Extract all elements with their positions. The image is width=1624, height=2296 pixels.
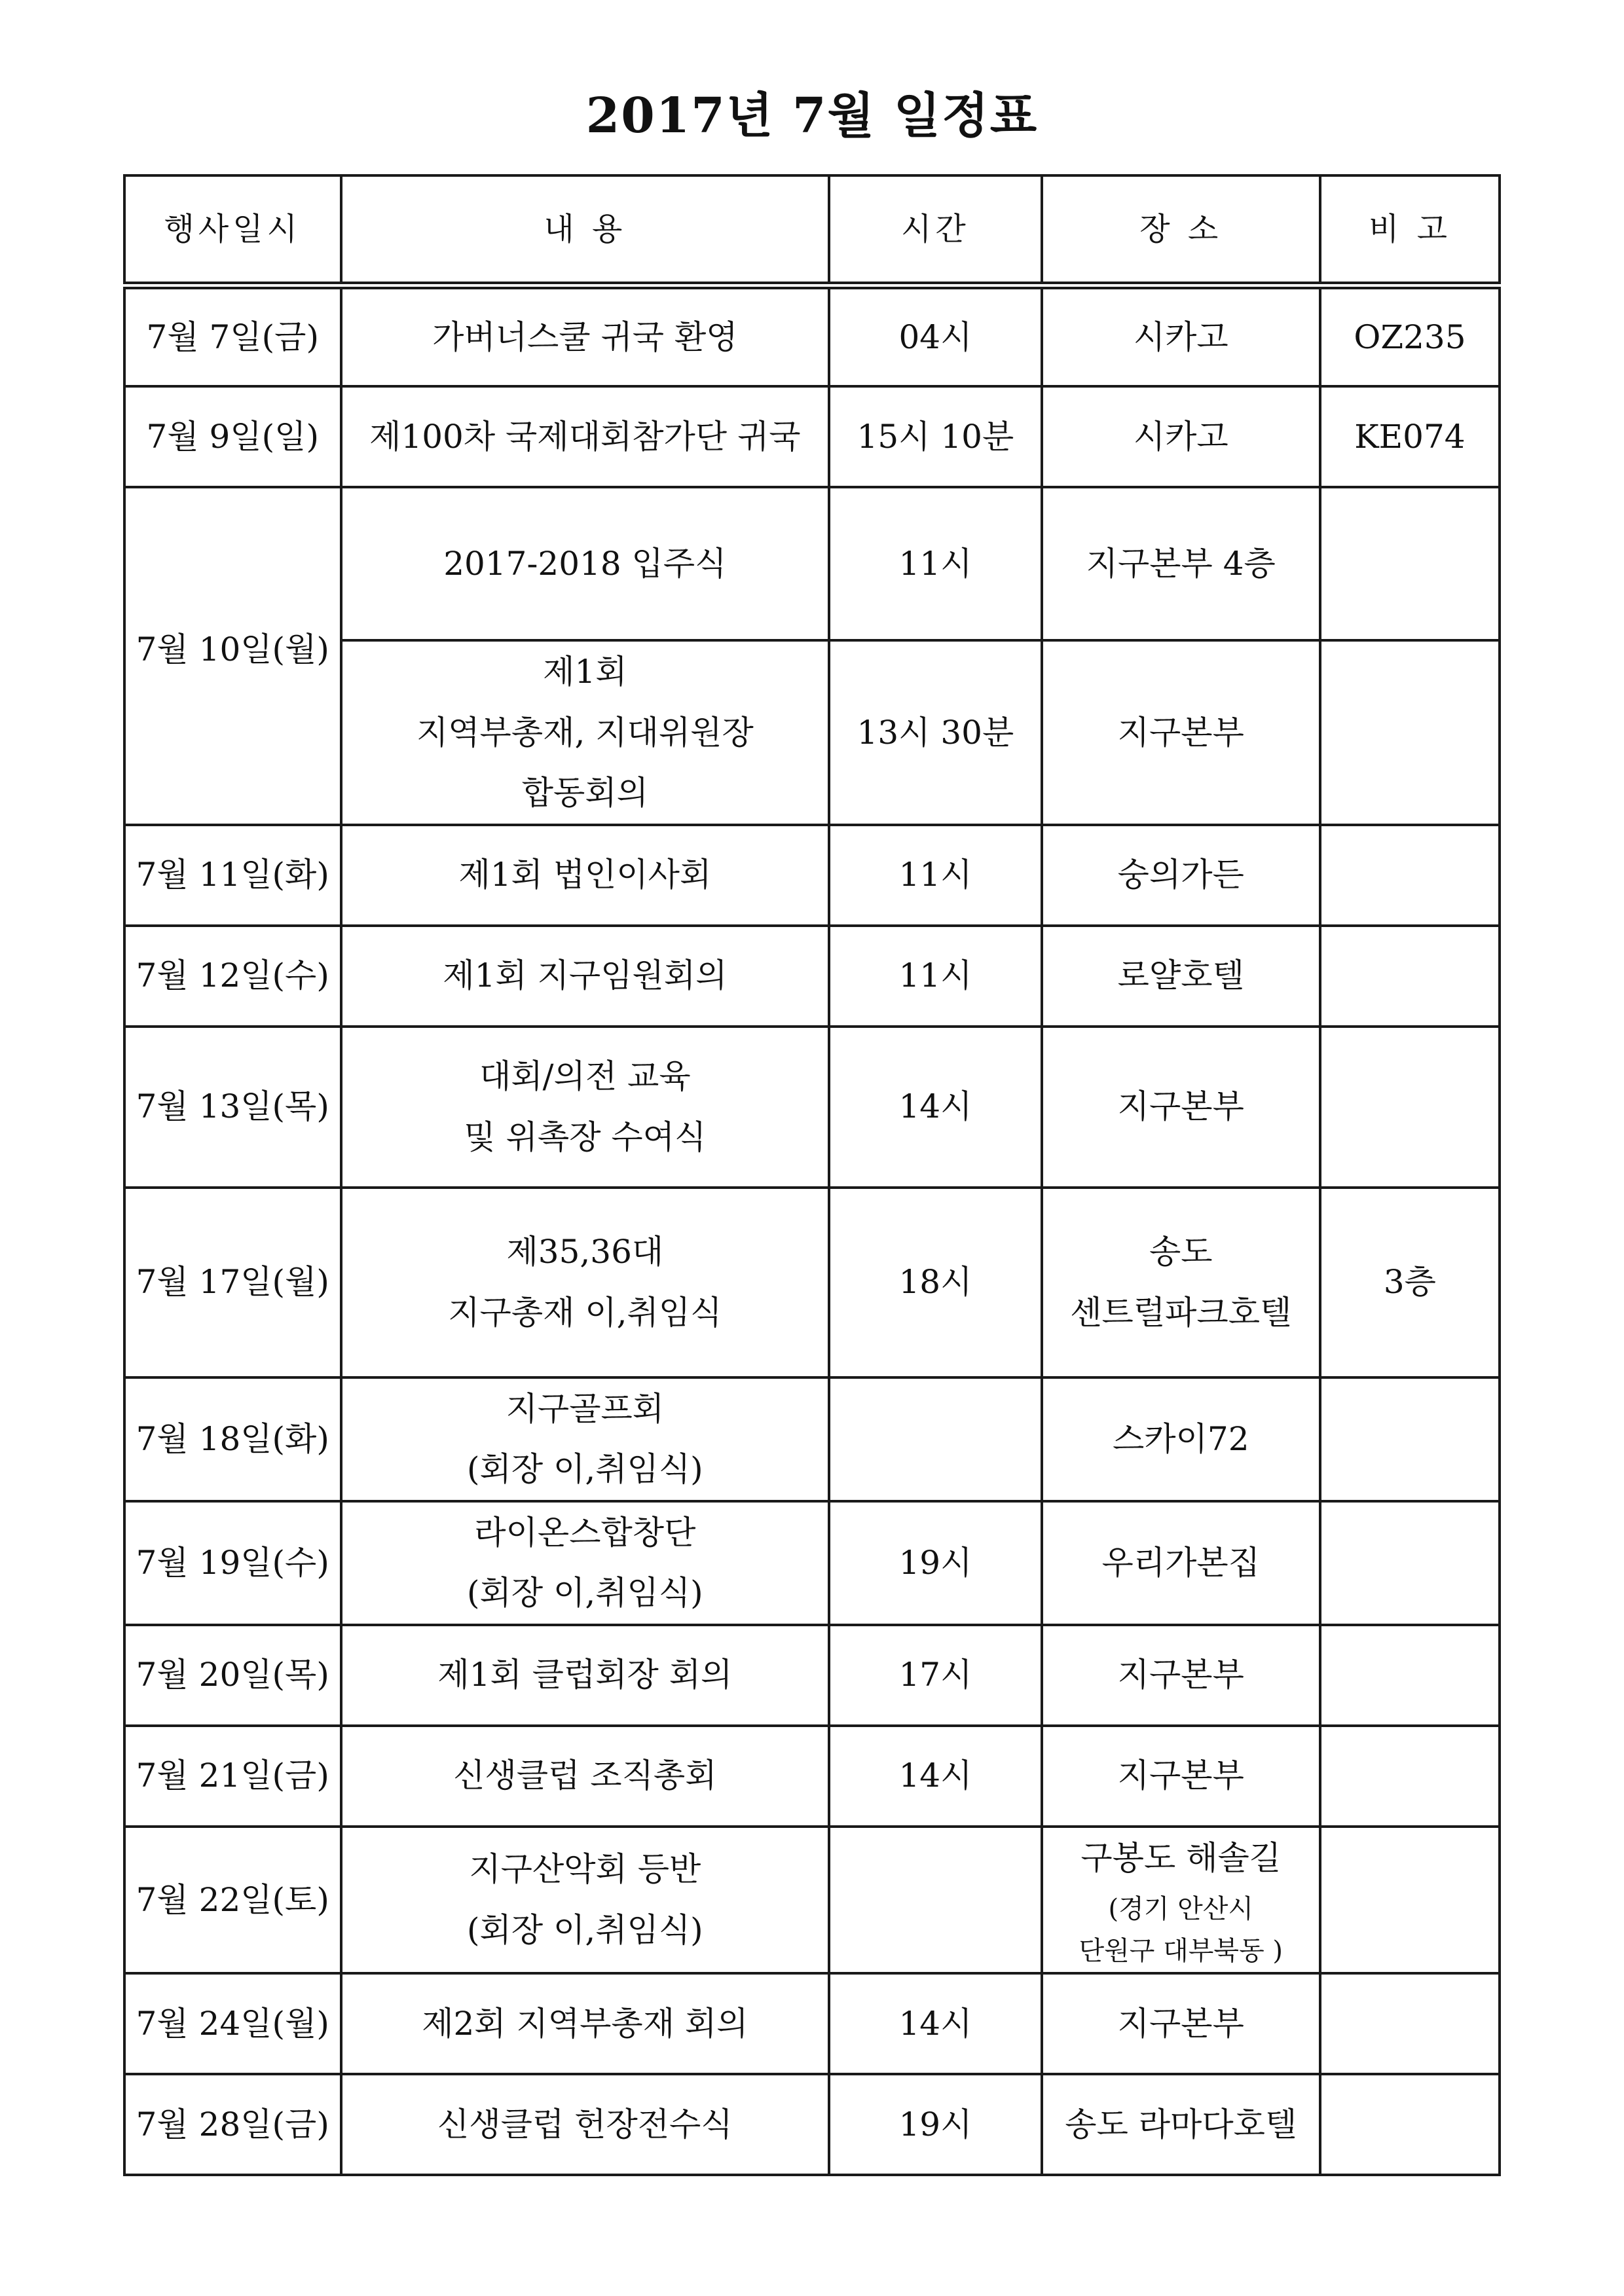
content-cell — [341, 640, 830, 825]
time-cell: 19시 — [829, 1501, 1041, 1625]
date-cell: 7월 18일(화) — [124, 1377, 341, 1501]
content-line: 제35,36대 — [506, 1233, 664, 1271]
place-cell — [1042, 926, 1320, 1027]
time-cell: 18시 — [829, 1188, 1041, 1377]
table-row — [124, 1827, 1500, 1974]
content-line: 제1회 법인이사회 — [458, 856, 712, 894]
table-row — [124, 1377, 1500, 1501]
time-cell: 11시 — [829, 825, 1041, 926]
place-line: 지구본부 — [1117, 1656, 1244, 1694]
place-line: 숭의가든 — [1117, 856, 1244, 894]
content-cell — [341, 1377, 830, 1501]
date-cell: 7월 17일(월) — [124, 1188, 341, 1377]
content-line: 제2회 지역부총재 회의 — [422, 2004, 748, 2043]
place-line: (경기 안산시 — [1108, 1894, 1254, 1924]
place-cell — [1042, 1973, 1320, 2074]
content-cell — [341, 1188, 830, 1377]
place-line: 지구본부 — [1117, 1087, 1244, 1126]
time-cell: 11시 — [829, 487, 1041, 640]
note-cell — [1320, 487, 1500, 640]
place-line: 스카이72 — [1113, 1419, 1249, 1458]
note-cell — [1320, 1377, 1500, 1501]
time-cell — [829, 1377, 1041, 1501]
content-line: 제1회 지구임원회의 — [443, 957, 728, 995]
content-line: 제1회 클럽회장 회의 — [437, 1656, 733, 1694]
content-line: 지역부총재, 지대위원장 — [416, 713, 754, 752]
table-row — [124, 1726, 1500, 1827]
table-row — [124, 2074, 1500, 2175]
content-cell — [341, 386, 830, 487]
place-cell — [1042, 1501, 1320, 1625]
table-row — [124, 1625, 1500, 1726]
place-line: 시카고 — [1133, 318, 1228, 356]
time-cell: 14시 — [829, 1726, 1041, 1827]
content-cell — [341, 1027, 830, 1188]
table-row — [124, 1973, 1500, 2074]
content-line: 신생클럽 헌장전수식 — [437, 2105, 733, 2143]
time-cell: 14시 — [829, 1973, 1041, 2074]
header-date: 행사일시 — [124, 175, 341, 285]
note-cell — [1320, 640, 1500, 825]
content-line: 신생클럽 조직총회 — [453, 1757, 717, 1795]
date-cell: 7월 9일(일) — [124, 386, 341, 487]
content-line: 지구산악회 등반 — [469, 1850, 701, 1889]
note-cell — [1320, 1027, 1500, 1188]
content-line: (회장 이,취임식) — [467, 1910, 703, 1949]
content-cell — [341, 1625, 830, 1726]
note-cell — [1320, 825, 1500, 926]
content-line: 제100차 국제대회참가단 귀국 — [369, 417, 801, 456]
place-cell — [1042, 1625, 1320, 1726]
time-cell: 15시 10분 — [829, 386, 1041, 487]
time-cell: 17시 — [829, 1625, 1041, 1726]
place-line: 구봉도 해솔길 — [1080, 1838, 1282, 1877]
content-cell — [341, 1726, 830, 1827]
content-cell — [341, 285, 830, 386]
date-cell: 7월 28일(금) — [124, 2074, 341, 2175]
note-cell: 3층 — [1320, 1188, 1500, 1377]
content-line: 지구골프회 — [506, 1389, 665, 1428]
table-row — [124, 1501, 1500, 1625]
schedule-table — [123, 174, 1501, 2176]
content-cell — [341, 1827, 830, 1974]
page-title: 2017년 7월 일정표 — [585, 88, 1039, 144]
content-line: 제1회 — [543, 653, 627, 691]
place-line: 지구본부 — [1117, 1757, 1244, 1795]
time-cell: 14시 — [829, 1027, 1041, 1188]
place-cell — [1042, 2074, 1320, 2175]
place-line: 단원구 대부북동 ) — [1079, 1936, 1283, 1966]
place-line: 지구본부 4층 — [1086, 544, 1276, 583]
date-cell: 7월 22일(토) — [124, 1827, 341, 1974]
header-time: 시간 — [829, 175, 1041, 285]
place-cell — [1042, 825, 1320, 926]
place-cell — [1042, 285, 1320, 386]
place-line: 우리가본집 — [1101, 1543, 1261, 1582]
time-cell: 13시 30분 — [829, 640, 1041, 825]
header-content: 내 용 — [341, 175, 830, 285]
date-cell: 7월 20일(목) — [124, 1625, 341, 1726]
content-line: 2017-2018 입주식 — [443, 544, 727, 583]
place-line: 로얄호텔 — [1117, 957, 1244, 995]
place-cell — [1042, 1188, 1320, 1377]
note-cell: OZ235 — [1320, 285, 1500, 386]
place-line: 지구본부 — [1117, 713, 1244, 752]
date-cell: 7월 12일(수) — [124, 926, 341, 1027]
table-row — [124, 1027, 1500, 1188]
place-line: 시카고 — [1133, 417, 1228, 456]
time-cell: 04시 — [829, 285, 1041, 386]
note-cell — [1320, 1625, 1500, 1726]
time-cell — [829, 1827, 1041, 1974]
date-cell: 7월 13일(목) — [124, 1027, 341, 1188]
content-line: (회장 이,취임식) — [467, 1450, 703, 1488]
note-cell: KE074 — [1320, 386, 1500, 487]
place-cell — [1042, 386, 1320, 487]
place-cell — [1042, 1827, 1320, 1974]
content-cell — [341, 825, 830, 926]
content-cell — [341, 2074, 830, 2175]
table-row — [124, 926, 1500, 1027]
table-row — [124, 825, 1500, 926]
place-line: 송도 라마다호텔 — [1065, 2105, 1297, 2143]
content-cell — [341, 1973, 830, 2074]
content-cell — [341, 926, 830, 1027]
place-cell — [1042, 1726, 1320, 1827]
date-cell: 7월 7일(금) — [124, 285, 341, 386]
header-note: 비 고 — [1320, 175, 1500, 285]
content-line: 및 위촉장 수여식 — [464, 1118, 707, 1156]
content-line: 대회/의전 교육 — [479, 1057, 691, 1095]
note-cell — [1320, 1827, 1500, 1974]
table-row — [124, 285, 1500, 386]
place-line: 지구본부 — [1117, 2004, 1244, 2043]
place-cell — [1042, 640, 1320, 825]
date-cell: 7월 10일(월) — [124, 487, 341, 825]
place-line: 센트럴파크호텔 — [1070, 1293, 1292, 1332]
content-line: (회장 이,취임식) — [467, 1574, 703, 1612]
place-cell — [1042, 1377, 1320, 1501]
note-cell — [1320, 926, 1500, 1027]
date-cell: 7월 19일(수) — [124, 1501, 341, 1625]
content-line: 가버너스쿨 귀국 환영 — [432, 318, 738, 356]
time-cell: 11시 — [829, 926, 1041, 1027]
place-cell — [1042, 487, 1320, 640]
place-line: 송도 — [1149, 1233, 1213, 1271]
table-row — [124, 386, 1500, 487]
table-row — [124, 1188, 1500, 1377]
date-cell: 7월 11일(화) — [124, 825, 341, 926]
place-cell — [1042, 1027, 1320, 1188]
note-cell — [1320, 2074, 1500, 2175]
date-cell: 7월 21일(금) — [124, 1726, 341, 1827]
note-cell — [1320, 1501, 1500, 1625]
content-line: 라이온스합창단 — [474, 1513, 696, 1552]
table-row — [124, 487, 1500, 640]
content-line: 합동회의 — [521, 774, 648, 812]
content-cell — [341, 487, 830, 640]
time-cell: 19시 — [829, 2074, 1041, 2175]
content-cell — [341, 1501, 830, 1625]
header-place: 장 소 — [1042, 175, 1320, 285]
content-line: 지구총재 이,취임식 — [448, 1293, 722, 1332]
date-cell: 7월 24일(월) — [124, 1973, 341, 2074]
header-row — [124, 175, 1500, 285]
note-cell — [1320, 1973, 1500, 2074]
note-cell — [1320, 1726, 1500, 1827]
